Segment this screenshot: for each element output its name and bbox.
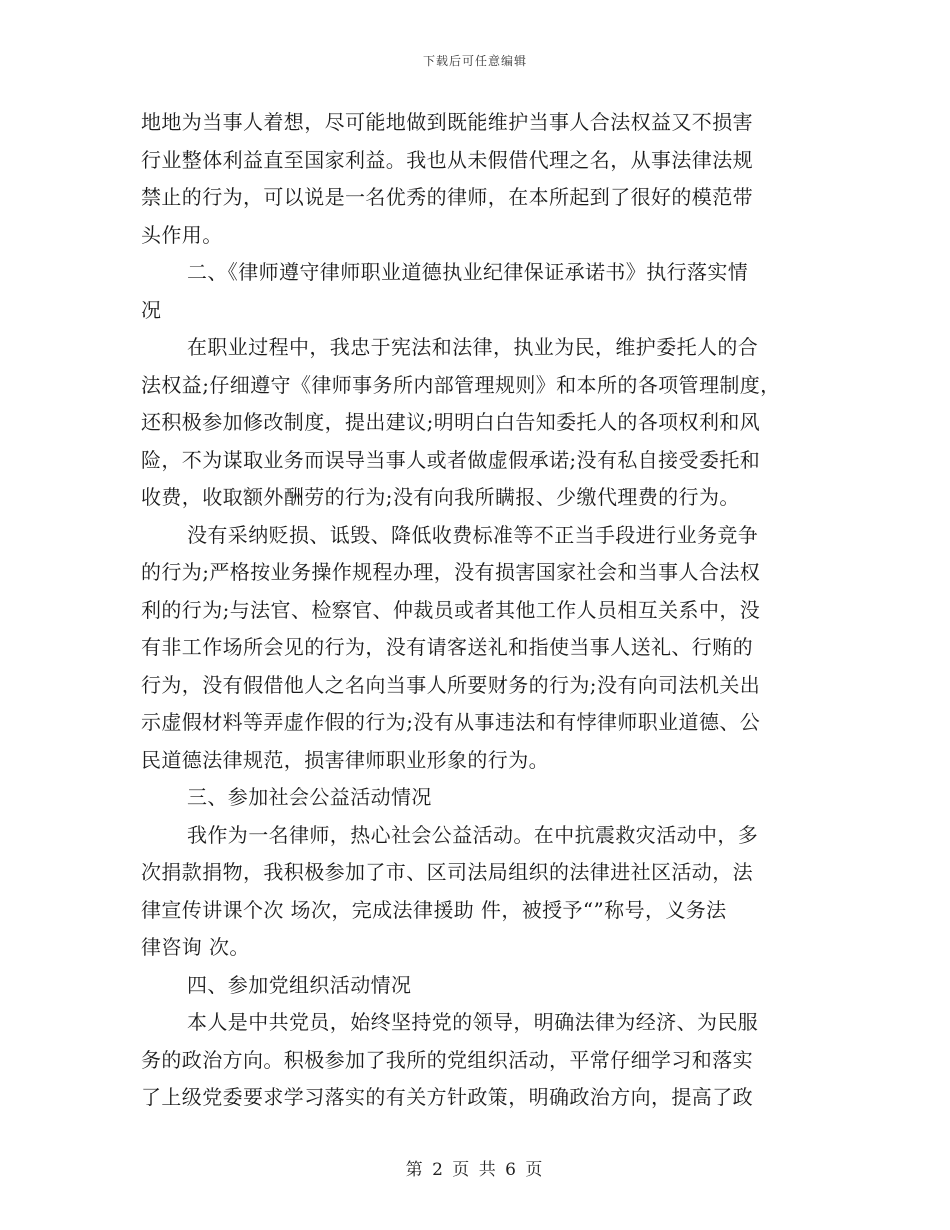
text-line: 律咨询 次。 <box>141 935 250 959</box>
text-line: 了上级党委要求学习落实的有关方针政策，明确政治方向，提高了政 <box>141 1085 753 1109</box>
text-line: 没有采纳贬损、诋毁、降低收费标准等不正当手段进行业务竞争 <box>187 522 759 547</box>
page-number: 第 2 页 共 6 页 <box>405 1160 545 1180</box>
text-line: 本人是中共党员，始终坚持党的领导，明确法律为经济、为民服 <box>187 1010 759 1034</box>
section-heading: 二、《律师遵守律师职业道德执业纪律保证承诺书》执行落实情 <box>187 260 749 284</box>
text-line: 民道德法律规范，损害律师职业形象的行为。 <box>141 747 549 772</box>
text-line: 行为，没有假借他人之名向当事人所要财务的行为;没有向司法机关出 <box>141 672 761 697</box>
text-line: 地地为当事人着想，尽可能地做到既能维护当事人合法权益又不损害 <box>141 110 753 134</box>
text-line: 次捐款捐物，我积极参加了市、区司法局组织的法律进社区活动，法 <box>141 860 753 884</box>
text-line: 头作用。 <box>141 222 223 247</box>
text-line: 的行为;严格按业务操作规程办理，没有损害国家社会和当事人合法权 <box>141 560 761 584</box>
text-line: 还积极参加修改制度，提出建议;明明白白告知委托人的各项权利和风 <box>141 410 761 434</box>
text-line: 务的政治方向。积极参加了我所的党组织活动，平常仔细学习和落实 <box>141 1047 753 1072</box>
page-header: 下载后可任意编辑 <box>422 54 527 68</box>
text-line: 示虚假材料等弄虚作假的行为;没有从事违法和有悖律师职业道德、公 <box>141 710 761 734</box>
text-line: 行业整体利益直至国家利益。我也从未假借代理之名，从事法律法规 <box>141 147 753 172</box>
text-line: 律宣传讲课个次 场次，完成法律援助 件，被授予“”称号，义务法 <box>141 897 727 922</box>
text-line: 法权益;仔细遵守《律师事务所内部管理规则》和本所的各项管理制度， <box>141 372 781 397</box>
text-line: 况 <box>141 297 162 322</box>
text-line: 禁止的行为，可以说是一名优秀的律师，在本所起到了很好的模范带 <box>141 185 753 209</box>
section-heading: 三、参加社会公益活动情况 <box>187 785 432 809</box>
text-line: 利的行为;与法官、检察官、仲裁员或者其他工作人员相互关系中，没 <box>141 597 761 622</box>
text-line: 收费，收取额外酬劳的行为;没有向我所瞒报、少缴代理费的行为。 <box>141 485 740 509</box>
document-body <box>141 104 811 1117</box>
section-heading: 四、参加党组织活动情况 <box>187 972 412 997</box>
text-line: 有非工作场所会见的行为，没有请客送礼和指使当事人送礼、行贿的 <box>141 635 753 659</box>
text-line: 险，不为谋取业务而误导当事人或者做虚假承诺;没有私自接受委托和 <box>141 447 761 472</box>
text-line: 我作为一名律师，热心社会公益活动。在中抗震救灾活动中，多 <box>187 822 759 847</box>
text-line: 在职业过程中，我忠于宪法和法律，执业为民，维护委托人的合 <box>187 335 759 359</box>
